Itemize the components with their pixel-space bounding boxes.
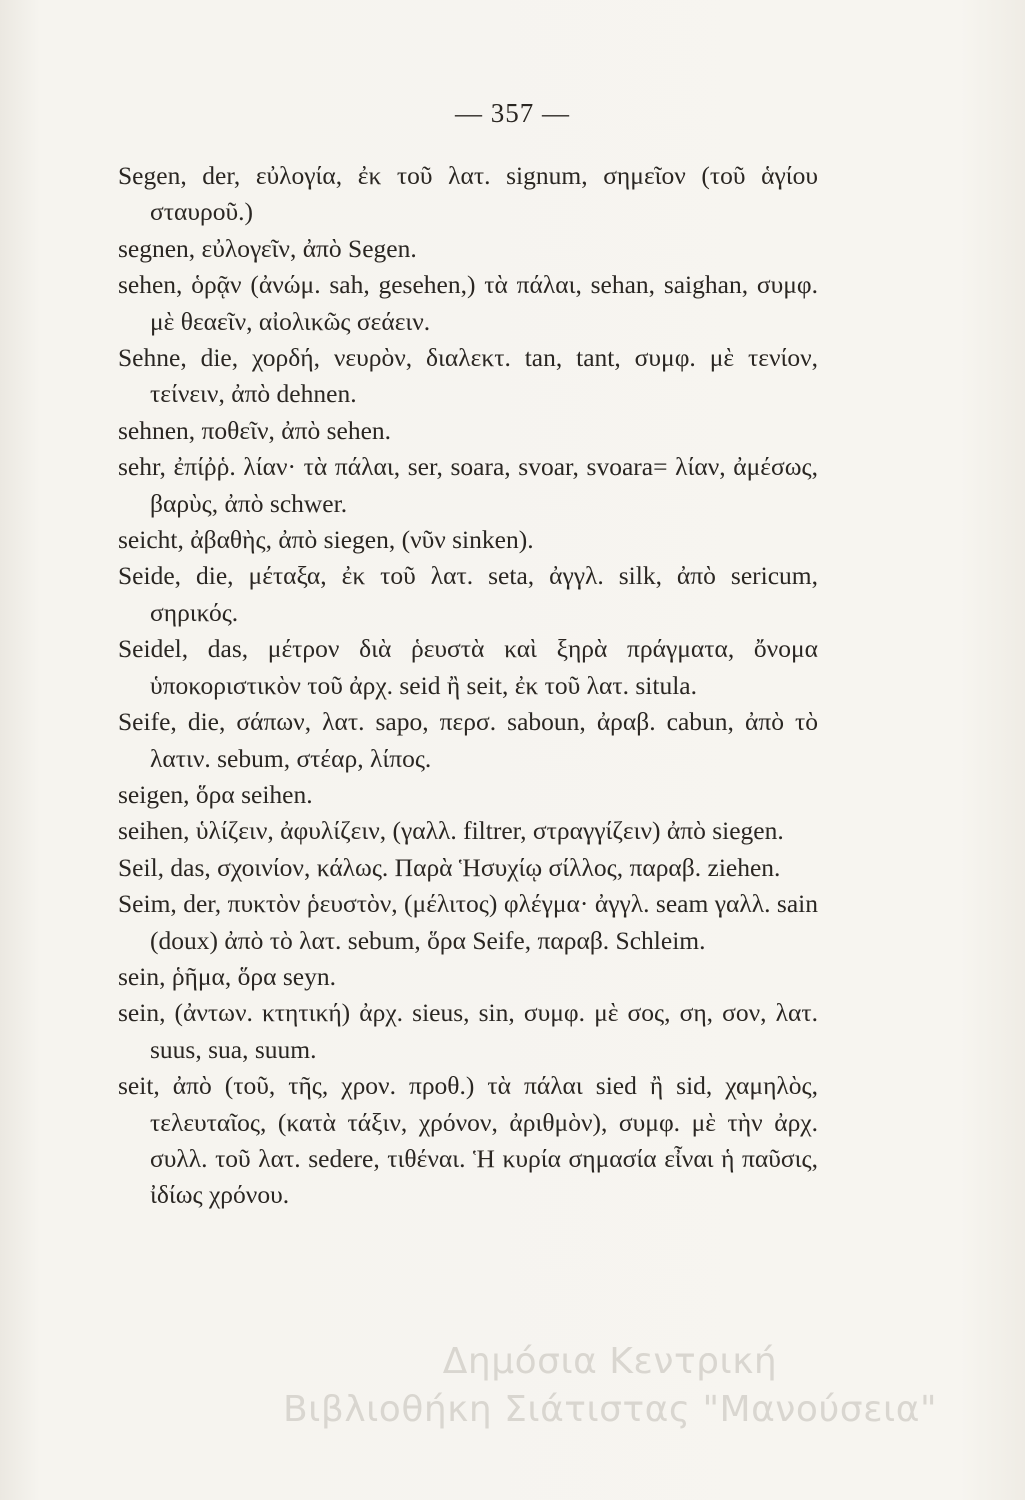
dictionary-entries: [118, 158, 818, 1214]
watermark-line-2: Βιβλιοθήκη Σιάτιστας "Μανούσεια": [282, 1389, 938, 1430]
dictionary-entry: segnen, εὐλογεῖν, ἀπὸ Segen.: [118, 233, 417, 263]
dictionary-entry: seicht, ἀβαθὴς, ἀπὸ siegen, (νῦν sinken).: [118, 525, 534, 555]
dictionary-entry: seihen, ὑλίζειν, ἀφυλίζειν, (γαλλ. filtrer, στραγγίζειν) ἀπὸ siegen.: [118, 816, 784, 846]
dictionary-entry: Seim, der, πυκτὸν ῥευστὸν, (μέλιτος) φλέγμα· ἀγγλ. seam γαλλ. sain (doux) ἀπὸ τὸ λατ. sebum, ὅρα Seife, παραβ. Schleim.: [118, 889, 818, 955]
dictionary-entry: seit, ἀπὸ (τοῦ, τῆς, χρον. προθ.) τὰ πάλαι sied ἢ sid, χαμηλὸς, τελευταῖος, (κατὰ τάξιν, χρόνον, ἀριθμὸν), συμφ. μὲ τὴν ἀρχ. συλλ. τοῦ λατ. sedere, τιθέναι. Ἡ κυρία σημασία εἶναι ἡ παῦσις, ἰδίως χρόνου.: [118, 1071, 818, 1210]
dictionary-entry: sehr, ἐπίῤῥ. λίαν· τὰ πάλαι, ser, soara, svoar, svoara= λίαν, ἀμέσως, βαρὺς, ἀπὸ schwer.: [118, 452, 818, 518]
library-watermark: [230, 1338, 990, 1434]
dictionary-entry: Segen, der, εὐλογία, ἐκ τοῦ λατ. signum, σημεῖον (τοῦ ἁγίου σταυροῦ.): [118, 161, 818, 227]
dictionary-entry: Seidel, das, μέτρον διὰ ῥευστὰ καὶ ξηρὰ πράγματα, ὄνομα ὑποκοριστικὸν τοῦ ἀρχ. seid ἢ seit, ἐκ τοῦ λατ. situla.: [118, 634, 818, 700]
dictionary-entry: Seil, das, σχοινίον, κάλως. Παρὰ Ἡσυχίῳ σίλλος, παραβ. ziehen.: [118, 852, 781, 882]
dictionary-entry: sehen, ὁρᾷν (ἀνώμ. sah, gesehen,) τὰ πάλαι, sehan, saighan, συμφ. μὲ θεαεῖν, αἰολικῶς σεάειν.: [118, 270, 818, 336]
page-number: — 357 —: [455, 98, 570, 128]
dictionary-entry: sehnen, ποθεῖν, ἀπὸ sehen.: [118, 415, 392, 445]
watermark-line-1: Δημόσια Κεντρική: [442, 1341, 778, 1382]
dictionary-entry: Sehne, die, χορδή, νευρὸν, διαλεκτ. tan, tant, συμφ. μὲ τενίον, τείνειν, ἀπὸ dehnen.: [118, 343, 818, 409]
dictionary-entry: seigen, ὅρα seihen.: [118, 779, 313, 809]
dictionary-entry: Seide, die, μέταξα, ἐκ τοῦ λατ. seta, ἀγγλ. silk, ἀπὸ sericum, σηρικός.: [118, 561, 818, 627]
dictionary-entry: Seife, die, σάπων, λατ. sapo, περσ. saboun, ἀραβ. cabun, ἀπὸ τὸ λατιν. sebum, στέαρ, λίπος.: [118, 707, 818, 773]
dictionary-entry: sein, ῥῆμα, ὅρα seyn.: [118, 961, 336, 991]
dictionary-entry: sein, (ἀντων. κτητική) ἀρχ. sieus, sin, συμφ. μὲ σος, ση, σον, λατ. suus, sua, suum.: [118, 998, 818, 1064]
